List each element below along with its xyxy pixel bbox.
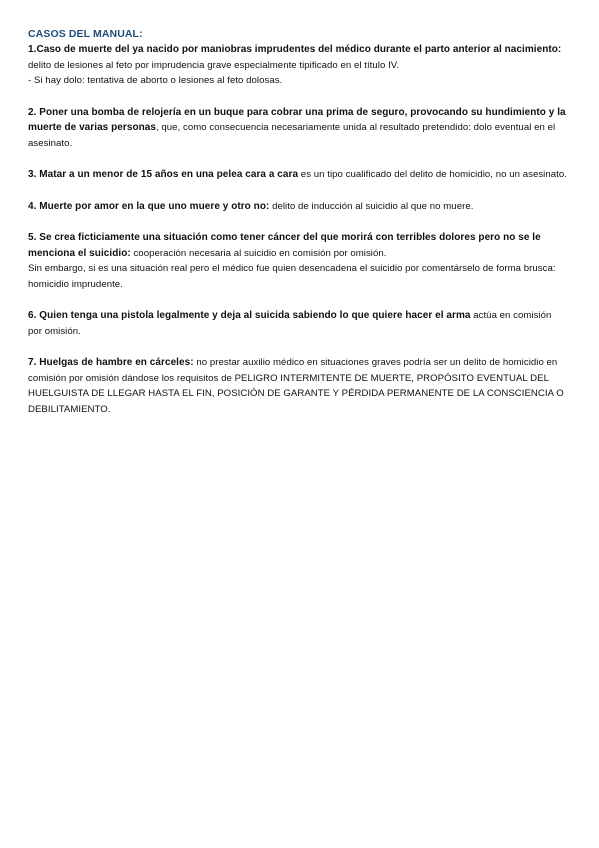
case-2-title: 2. Poner una bomba de relojería en un buque para cobrar una prima de seguro, provocando su hundimiento y la muerte de varias personas: [28, 106, 566, 133]
case-5-note: Sin embargo, si es una situación real pero el médico fue quien desencadena el suicidio por comentárselo de forma brusca: homicidio imprudente.: [28, 263, 556, 290]
case-item-6: [28, 308, 568, 339]
case-2-text: , que, como consecuencia necesariamente unida al resultado pretendido: dolo eventual en el asesinato.: [28, 122, 556, 149]
case-3-text: es un tipo cualificado del delito de homicidio, no un asesinato.: [298, 169, 567, 180]
case-1-note: - Si hay dolo: tentativa de aborto o lesiones al feto dolosas.: [28, 75, 283, 86]
document-page: [28, 28, 568, 433]
case-6-title: 6. Quien tenga una pistola legalmente y deja al suicida sabiendo lo que quiere hacer el arma: [28, 310, 471, 321]
case-1-title: 1.Caso de muerte del ya nacido por maniobras imprudentes del médico durante el parto anterior al nacimiento:: [28, 44, 562, 55]
case-item-2: [28, 105, 568, 152]
case-item-3: [28, 167, 568, 183]
case-item-1: [28, 42, 568, 89]
case-1-text: delito de lesiones al feto por imprudencia grave especialmente tipificado en el título IV.: [28, 59, 400, 71]
case-item-5: [28, 230, 568, 292]
case-3-title: 3. Matar a un menor de 15 años en una pelea cara a cara: [28, 169, 299, 180]
case-4-title: 4. Muerte por amor en la que uno muere y otro no:: [28, 200, 270, 212]
case-7-title: 7. Huelgas de hambre en cárceles:: [28, 357, 194, 368]
case-4-text: delito de inducción al suicidio al que no muere.: [269, 200, 474, 212]
case-5-text: cooperación necesaria al suicidio en comisión por omisión.: [130, 247, 387, 259]
case-6-text: actúa en comisión por omisión.: [28, 310, 552, 337]
case-7-text: no prestar auxilio médico en situaciones graves podría ser un delito de homicidio en comisión por omisión dándose los requisitos de PELIGRO INTERMITENTE DE MUERTE, PROPÓSITO EVENTUAL DEL HUELGUISTA DE LLEGAR HASTA EL FIN, POSICIÓN DE GARANTE Y PÉRDIDA PERMANENTE DE LA CONSCIENCIA O DEBILITAMIENTO.: [28, 357, 564, 415]
case-item-4: [28, 199, 568, 215]
case-5-title: 5. Se crea ficticiamente una situación como tener cáncer del que morirá con terribles dolores pero no se le menciona el suicidio:: [28, 232, 541, 259]
section-heading: CASOS DEL MANUAL:: [28, 28, 143, 40]
case-item-7: [28, 355, 568, 417]
